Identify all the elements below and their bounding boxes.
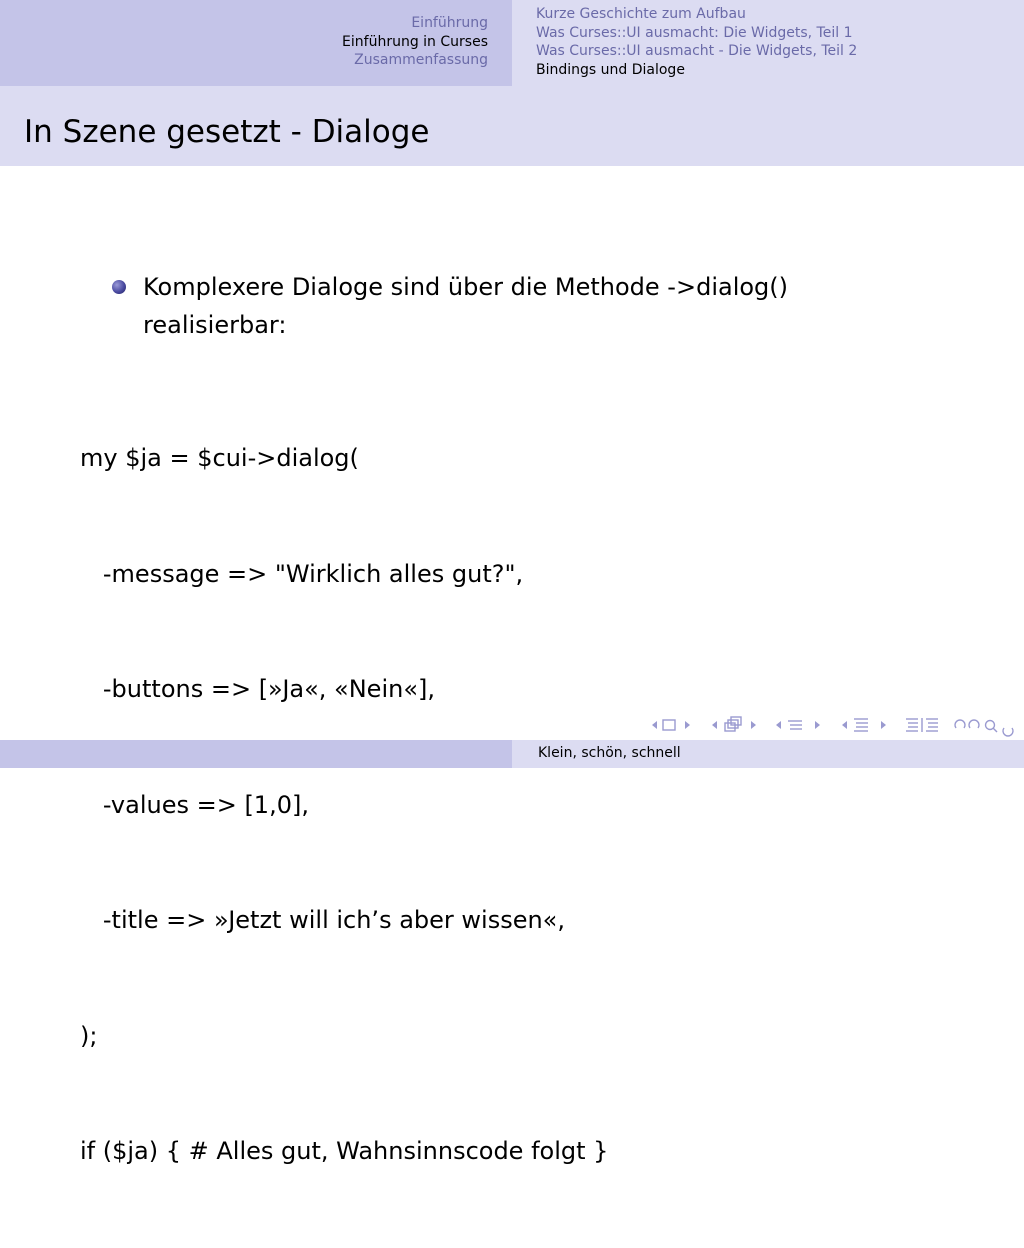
- section-nav-icon[interactable]: [842, 719, 886, 731]
- code-line: -message => "Wirklich alles gut?",: [80, 559, 524, 588]
- bullet-item: [112, 268, 872, 344]
- navigation-symbols: [650, 715, 1020, 735]
- nav-section-einfuehrung-in-curses[interactable]: Einführung in Curses: [342, 33, 488, 50]
- document-nav-icon[interactable]: [906, 718, 938, 732]
- code-line: -buttons => [»Ja«, «Nein«],: [80, 675, 435, 703]
- subsection-list: [536, 5, 857, 79]
- nav-section-einfuehrung[interactable]: Einführung: [411, 15, 488, 31]
- back-forward-icon[interactable]: [955, 720, 1013, 736]
- code-line: -title => »Jetzt will ich’s aber wissen«,: [80, 906, 565, 934]
- frame-title: In Szene gesetzt - Dialoge: [24, 114, 430, 150]
- section-list: [342, 14, 488, 70]
- code-line: );: [80, 1021, 98, 1050]
- footer-left-panel: [0, 740, 512, 768]
- code-line: -values => [1,0],: [80, 790, 309, 819]
- nav-subsection-bindings-und-dialoge[interactable]: Bindings und Dialoge: [536, 61, 685, 78]
- section-nav-panel: [0, 0, 512, 86]
- bullet-icon: [112, 280, 126, 294]
- frame-nav-icon[interactable]: [712, 717, 756, 731]
- footer-title: Klein, schön, schnell: [538, 745, 681, 761]
- nav-section-zusammenfassung[interactable]: Zusammenfassung: [354, 52, 488, 68]
- code-line: if ($ja) { # Alles gut, Wahnsinnscode folgt }: [80, 1137, 609, 1165]
- slide-nav-icon[interactable]: [652, 720, 690, 730]
- code-block: [80, 362, 608, 1248]
- subsection-nav-panel: [512, 0, 1024, 86]
- nav-subsection-widgets-teil-1[interactable]: Was Curses::UI ausmacht: Die Widgets, Teil 1: [536, 24, 853, 41]
- header-navigation: [0, 0, 1024, 86]
- subsection-nav-icon[interactable]: [776, 721, 820, 729]
- code-line: my $ja = $cui->dialog(: [80, 444, 359, 472]
- nav-subsection-geschichte[interactable]: Kurze Geschichte zum Aufbau: [536, 6, 746, 22]
- nav-subsection-widgets-teil-2[interactable]: Was Curses::UI ausmacht - Die Widgets, Teil 2: [536, 43, 858, 59]
- bullet-text: Komplexere Dialoge sind über die Methode ->dialog() realisierbar:: [143, 273, 788, 339]
